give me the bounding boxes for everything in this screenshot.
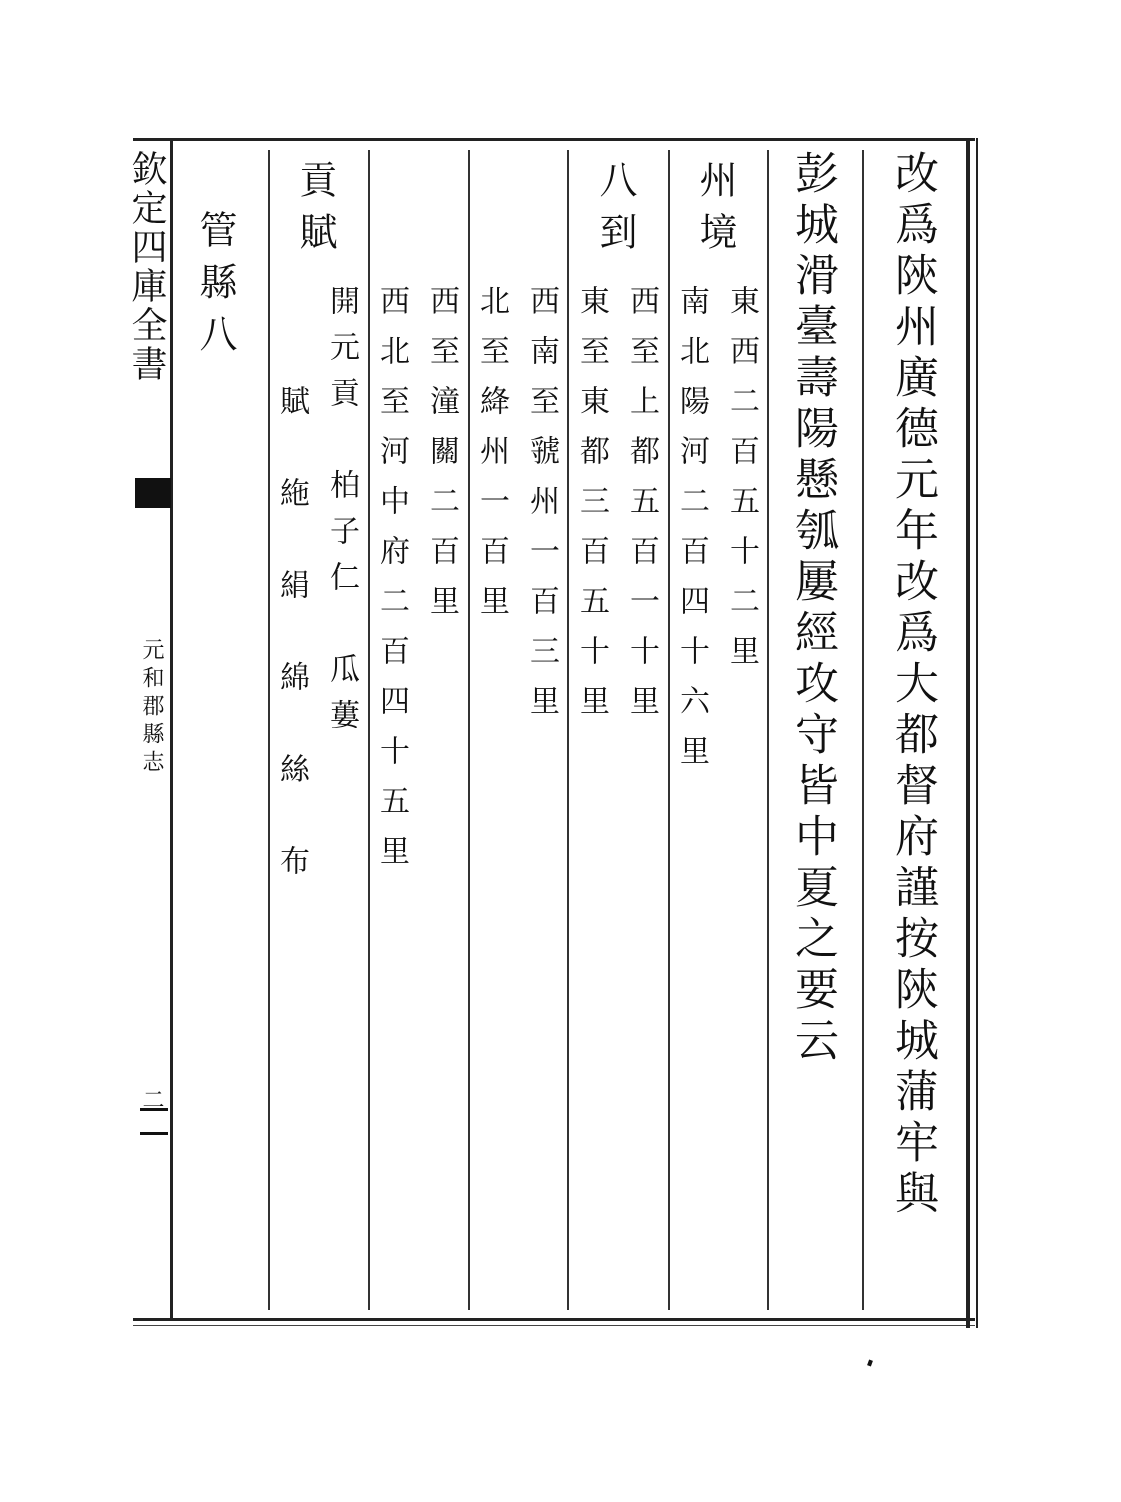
- page-frame-bottom: [133, 1318, 975, 1321]
- page-frame-bottom-rule: [133, 1325, 975, 1326]
- fish-tail-mark: [135, 478, 171, 508]
- ink-speck: [867, 1359, 873, 1366]
- jing-line: 南北陽河二百四十六里: [674, 285, 709, 785]
- page-number-mark: [140, 1132, 168, 1135]
- gongfu-line: 賦 絁 絹 綿 絲 布: [274, 385, 309, 891]
- spine-book-title: 欽定四庫全書: [126, 150, 167, 384]
- badao-line: 西至潼關二百里: [424, 285, 459, 635]
- badao-line: 西至上都五百一十里: [624, 285, 659, 735]
- jing-line: 東西二百五十二里: [724, 285, 759, 685]
- page-frame-top: [133, 138, 975, 141]
- section-heading-gongfu: 貢賦: [293, 160, 337, 264]
- spine-margin-line: [170, 140, 173, 1320]
- badao-line: 西南至虢州一百三里: [524, 285, 559, 735]
- gongfu-line: 開元貢 柏子仁 瓜蔞: [324, 285, 359, 745]
- page-frame-right-rule: [976, 138, 978, 1328]
- column-rule: [767, 150, 769, 1310]
- section-heading-guanxian: 管縣八: [193, 210, 237, 366]
- badao-line: 西北至河中府二百四十五里: [374, 285, 409, 885]
- badao-line: 北至絳州一百里: [474, 285, 509, 635]
- badao-line: 東至東都三百五十里: [574, 285, 609, 735]
- column-rule: [468, 150, 470, 1310]
- column-rule: [368, 150, 370, 1310]
- column-rule: [268, 150, 270, 1310]
- page-frame-right: [966, 138, 970, 1328]
- column-rule: [668, 150, 670, 1310]
- spine-page-number: 二: [139, 1088, 164, 1116]
- text-column-1: 改爲陝州廣德元年改爲大都督府謹按陝城蒲牢與: [887, 150, 938, 1221]
- column-rule: [862, 150, 864, 1310]
- column-rule: [567, 150, 569, 1310]
- text-column-2: 彭城滑臺壽陽懸瓠屢經攻守皆中夏之要云: [787, 150, 838, 1068]
- section-heading-jing: 州境: [693, 160, 737, 264]
- section-heading-badao: 八到: [593, 160, 637, 264]
- spine-volume-title: 元和郡縣志: [139, 638, 164, 778]
